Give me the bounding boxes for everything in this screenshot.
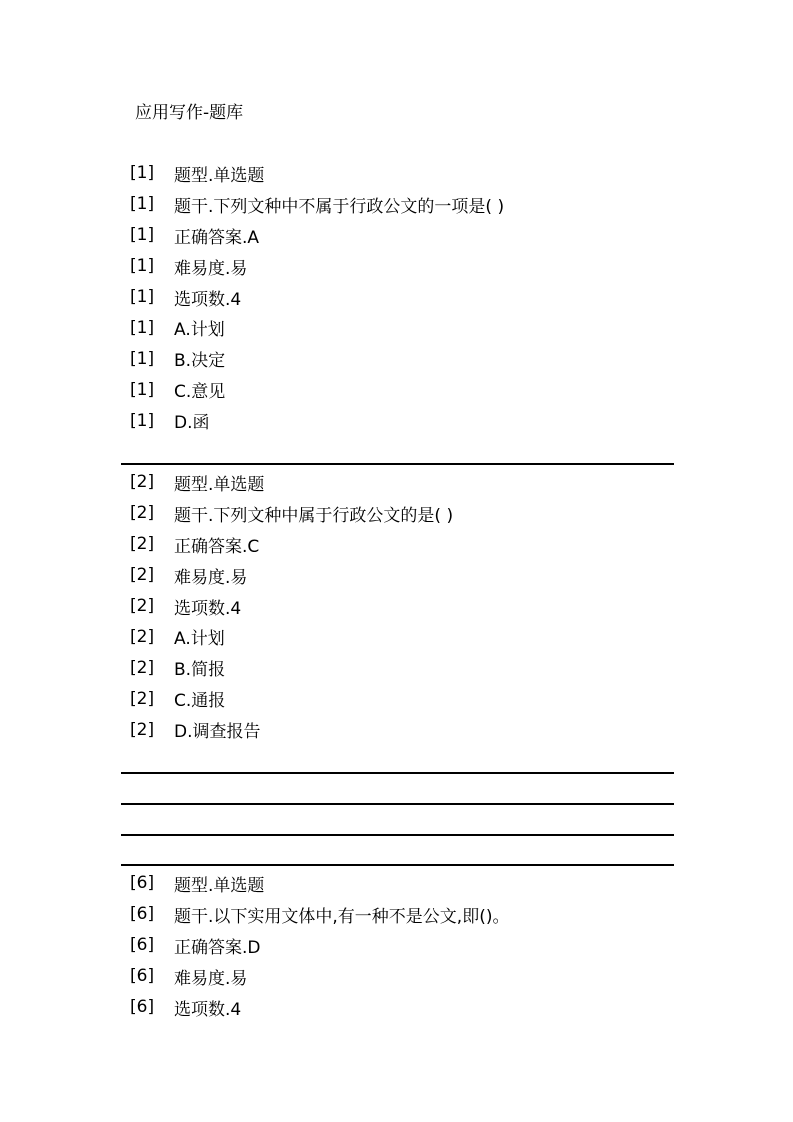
question-row (130, 961, 690, 992)
option-count: 选项数.4 (174, 999, 242, 1020)
question-number: [1] (130, 317, 155, 338)
option-b: B.决定 (174, 351, 226, 372)
question-number: [2] (130, 565, 155, 586)
document-title: 应用写作-题库 (135, 103, 244, 123)
option-c: C.通报 (174, 691, 226, 712)
question-row (130, 498, 690, 529)
question-number: [6] (130, 935, 155, 956)
question-number: [1] (130, 225, 155, 246)
divider (121, 834, 674, 836)
correct-answer: 正确答案.A (174, 227, 260, 248)
question-row (130, 467, 690, 498)
question-row (130, 343, 690, 374)
question-row (130, 683, 690, 714)
question-stem: 题干.下列文种中属于行政公文的是( ) (174, 505, 454, 526)
question-block-2 (130, 467, 690, 745)
option-c: C.意见 (174, 382, 226, 403)
option-a: A.计划 (174, 629, 225, 650)
question-number: [2] (130, 688, 155, 709)
difficulty: 难易度.易 (174, 567, 248, 588)
question-number: [2] (130, 596, 155, 616)
question-number: [1] (130, 410, 155, 431)
difficulty: 难易度.易 (174, 968, 248, 989)
question-stem: 题干.下列文种中不属于行政公文的一项是( ) (174, 196, 505, 217)
question-row (130, 992, 690, 1023)
question-number: [1] (130, 348, 155, 369)
question-number: [2] (130, 626, 155, 647)
question-row (130, 189, 690, 220)
question-row (130, 282, 690, 313)
question-stem: 题干.以下实用文体中,有一种不是公文,即()。 (174, 906, 510, 927)
question-number: [1] (130, 256, 155, 277)
divider (121, 803, 674, 805)
question-number: [2] (130, 534, 155, 555)
question-type: 题型.单选题 (174, 875, 265, 896)
question-row (130, 374, 690, 405)
question-number: [2] (130, 503, 155, 524)
question-row (130, 312, 690, 343)
question-row (130, 405, 690, 436)
question-number: [1] (130, 379, 155, 400)
question-number: [6] (130, 997, 155, 1017)
question-row (130, 899, 690, 930)
question-number: [2] (130, 472, 155, 493)
question-block-1 (130, 158, 690, 436)
question-row (130, 251, 690, 282)
question-row (130, 158, 690, 189)
question-number: [2] (130, 719, 155, 740)
question-number: [6] (130, 873, 155, 894)
question-number: [1] (130, 163, 155, 184)
question-number: [1] (130, 287, 155, 307)
divider (121, 463, 674, 465)
option-a: A.计划 (174, 320, 225, 341)
question-number: [6] (130, 904, 155, 925)
question-number: [2] (130, 657, 155, 678)
question-row (130, 560, 690, 591)
option-count: 选项数.4 (174, 598, 242, 619)
option-count: 选项数.4 (174, 289, 242, 310)
option-b: B.简报 (174, 660, 226, 681)
question-row (130, 714, 690, 745)
question-number: [1] (130, 194, 155, 215)
question-type: 题型.单选题 (174, 165, 265, 186)
option-d: D.调查报告 (174, 722, 261, 743)
question-row (130, 621, 690, 652)
difficulty: 难易度.易 (174, 258, 248, 279)
question-row (130, 652, 690, 683)
correct-answer: 正确答案.D (174, 937, 261, 958)
question-block-6 (130, 868, 690, 1022)
question-row (130, 529, 690, 560)
question-number: [6] (130, 966, 155, 987)
divider (121, 864, 674, 866)
question-row (130, 220, 690, 251)
correct-answer: 正确答案.C (174, 536, 260, 557)
option-d: D.函 (174, 413, 210, 434)
question-type: 题型.单选题 (174, 474, 265, 495)
question-row (130, 591, 690, 622)
question-row (130, 868, 690, 899)
question-row (130, 930, 690, 961)
divider (121, 772, 674, 774)
